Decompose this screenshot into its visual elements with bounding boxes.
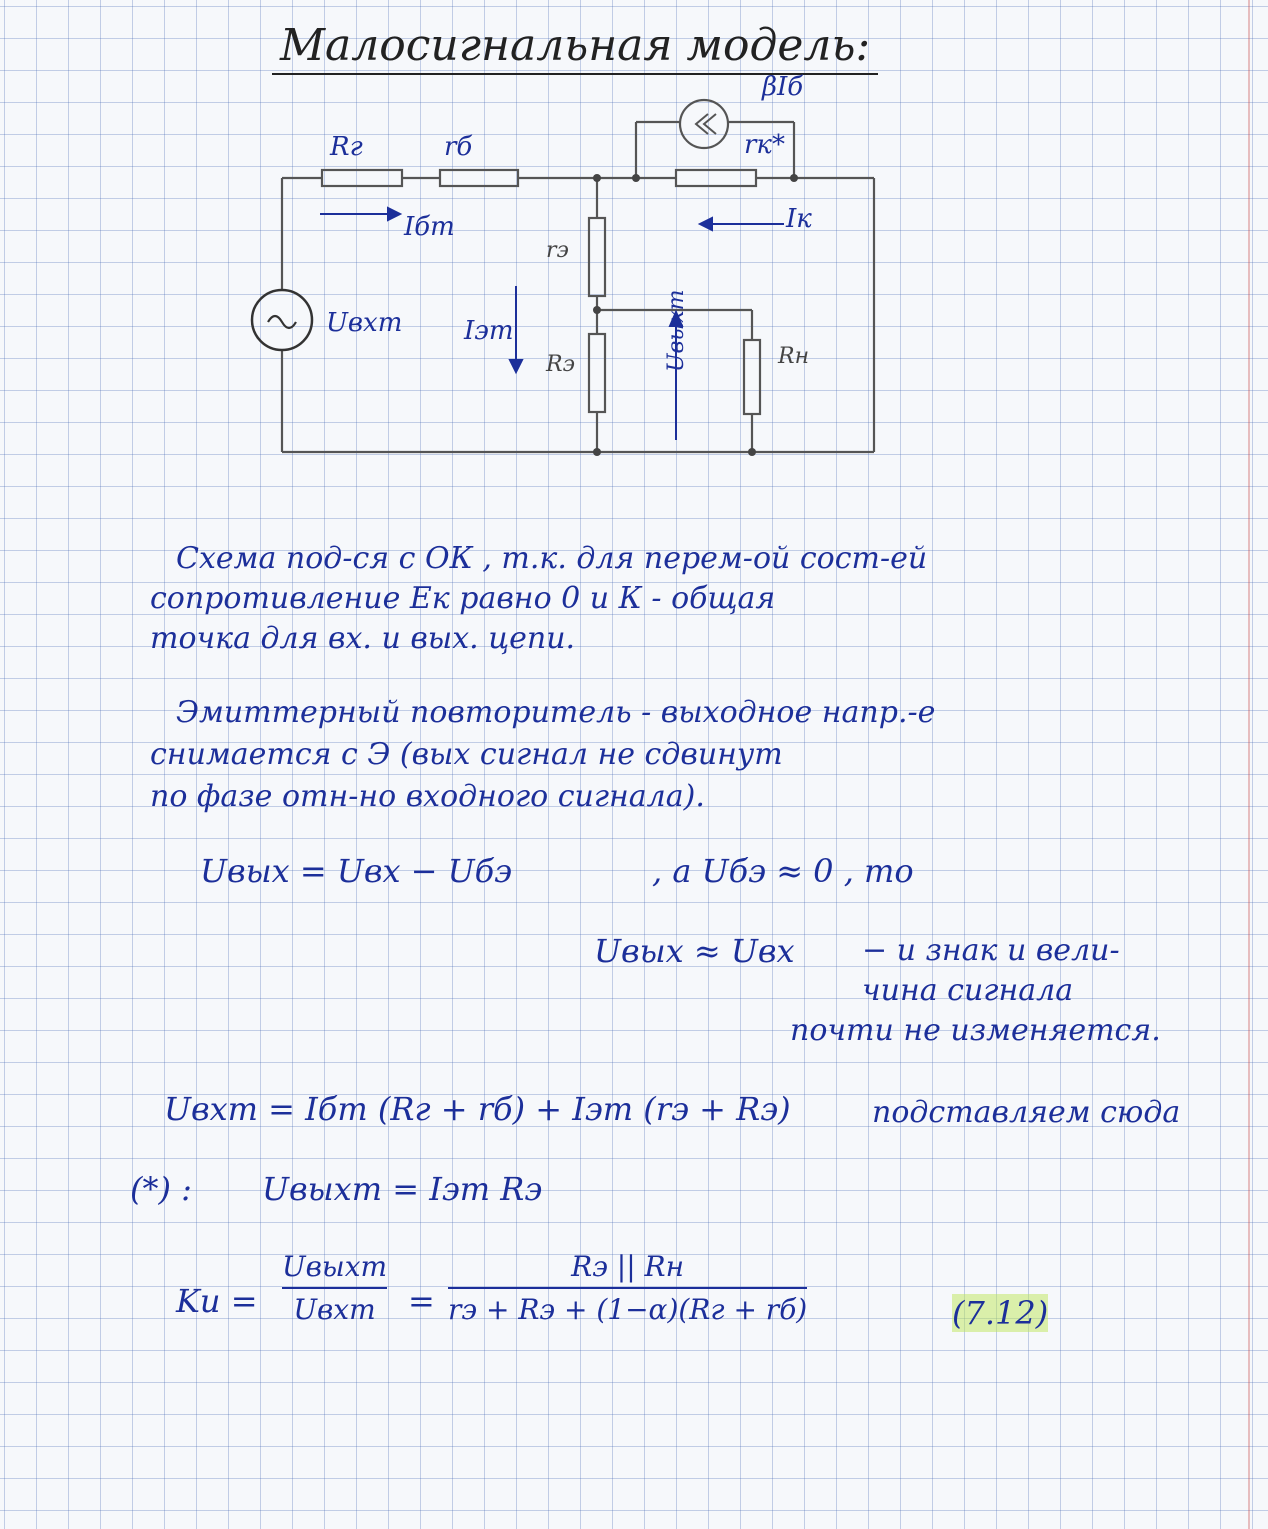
equation-1-right: , а Uбэ ≈ 0 , то: [652, 852, 914, 890]
label-rg: Rг: [330, 132, 363, 162]
fraction-bar: [282, 1287, 387, 1289]
equation-3: Uвхm = Iбm (Rг + rб) + Iэm (rэ + Rэ): [164, 1090, 791, 1128]
equation-4: Uвыхm = Iэm Rэ: [262, 1170, 543, 1208]
resistor-rk: [676, 170, 756, 186]
paragraph-1-line-1: Схема под-ся с ОК , т.к. для перем-ой сост-ей: [176, 541, 928, 576]
equation-4-mark: (*) :: [130, 1170, 192, 1208]
label-uin: Uвхm: [326, 308, 403, 338]
resistor-re-small: [589, 218, 605, 296]
ku-denominator: Uвхm: [293, 1293, 376, 1326]
label-re-small: rэ: [546, 238, 569, 263]
resistor-rb: [440, 170, 518, 186]
ku-equals: =: [408, 1282, 435, 1320]
equation-2: Uвых ≈ Uвх: [594, 932, 795, 970]
equation-2-note-line-3: почти не изменяется.: [790, 1013, 1161, 1048]
paragraph-2-line-2: снимается с Э (вых сигнал не сдвинут: [150, 737, 783, 772]
circuit-diagram: [0, 0, 1268, 480]
label-ibm: Iбm: [404, 212, 455, 242]
equation-2-note-line-1: − и знак и вели-: [862, 933, 1120, 968]
paragraph-2-line-3: по фазе отн-но входного сигнала).: [150, 779, 705, 814]
equation-1-left: Uвых = Uвх − Uбэ: [200, 852, 513, 890]
label-uout: Uвыхm: [664, 289, 689, 372]
ku-right-denominator: rэ + Rэ + (1−α)(Rг + rб): [448, 1293, 808, 1326]
label-rn: Rн: [778, 344, 810, 369]
label-ik: Iк: [786, 204, 812, 234]
ku-label: Kи =: [176, 1282, 258, 1320]
equation-3-note: подставляем сюда: [872, 1095, 1181, 1130]
paragraph-1-line-3: точка для вх. и вых. цепи.: [150, 621, 576, 656]
fraction-bar: [448, 1287, 807, 1289]
paragraph-1-line-2: сопротивление Eк равно 0 и К - общая: [150, 581, 776, 616]
label-re-big: Rэ: [546, 352, 575, 377]
label-rk: rк*: [744, 130, 785, 160]
equation-2-note-line-2: чина сигнала: [862, 973, 1074, 1008]
page-title: Малосигнальная модель:: [272, 20, 878, 75]
ku-fraction-right: [448, 1250, 807, 1326]
label-source-current: βIб: [762, 72, 804, 102]
resistor-re-big: [589, 334, 605, 412]
ku-right-numerator: Rэ || Rн: [571, 1250, 685, 1283]
label-iem: Iэm: [464, 316, 514, 346]
equation-reference: (7.12): [952, 1294, 1049, 1332]
label-rb: rб: [444, 132, 473, 162]
resistor-rn: [744, 340, 760, 414]
ku-fraction-left: [282, 1250, 387, 1326]
ku-numerator: Uвыхm: [282, 1250, 388, 1283]
paragraph-2-line-1: Эмиттерный повторитель - выходное напр.-е: [176, 695, 936, 730]
resistor-rg: [322, 170, 402, 186]
